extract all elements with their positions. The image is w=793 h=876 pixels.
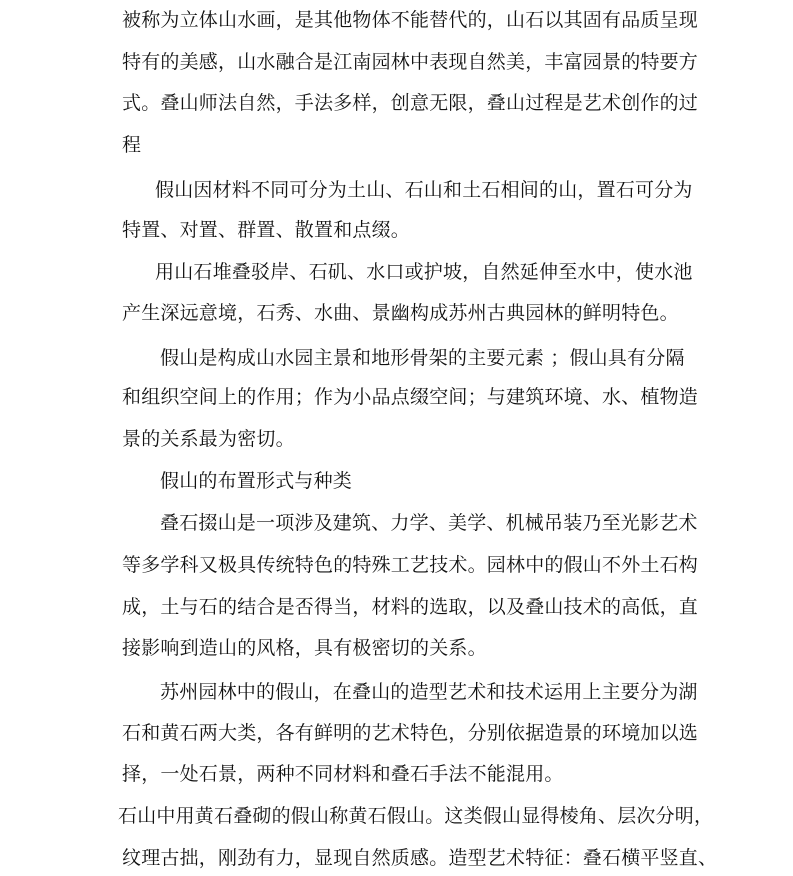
text-line: 苏州园林中的假山，在叠山的造型艺术和技术运用上主要分为湖 — [160, 681, 698, 703]
text-line: 择，一处石景，两种不同材料和叠石手法不能混用。 — [122, 763, 564, 785]
text-line: 用山石堆叠驳岸、石矶、水口或护坡，自然延伸至水中，使水池 — [155, 261, 693, 283]
text-line: 和组织空间上的作用；作为小品点缀空间；与建筑环境、水、植物造 — [122, 386, 699, 408]
text-line: 式。叠山师法自然，手法多样，创意无限，叠山过程是艺术创作的过 — [122, 92, 699, 114]
section-heading: 假山的布置形式与种类 — [160, 470, 353, 492]
text-line: 纹理古拙，刚劲有力，显现自然质感。造型艺术特征：叠石横平竖直、 — [122, 847, 718, 869]
text-line: 被称为立体山水画，是其他物体不能替代的，山石以其固有品质呈现 — [122, 9, 699, 31]
text-line: 接影响到造山的风格，具有极密切的关系。 — [122, 637, 487, 659]
text-line: 石和黄石两大类，各有鲜明的艺术特色，分别依据造景的环境加以选 — [122, 722, 699, 744]
text-line: 成，土与石的结合是否得当，材料的选取，以及叠山技术的高低，直 — [122, 596, 699, 618]
text-line: 特置、对置、群置、散置和点缀。 — [122, 219, 411, 241]
text-line: 等多学科又极具传统特色的特殊工艺技术。园林中的假山不外土石构 — [122, 554, 699, 576]
text-line: 特有的美感，山水融合是江南园林中表现自然美，丰富园景的特要方 — [122, 51, 699, 73]
text-line: 假山因材料不同可分为土山、石山和土石相间的山，置石可分为 — [155, 179, 693, 201]
text-line: 石山中用黄石叠砌的假山称黄石假山。这类假山显得棱角、层次分明， — [118, 805, 714, 827]
text-line: 程 — [122, 134, 142, 156]
text-line: 假山是构成山水园主景和地形骨架的主要元素 ；假山具有分隔 — [160, 347, 685, 369]
text-line: 产生深远意境，石秀、水曲、景幽构成苏州古典园林的鲜明特色。 — [122, 302, 679, 324]
text-line: 景的关系最为密切。 — [122, 428, 295, 450]
text-line: 叠石掇山是一项涉及建筑、力学、美学、机械吊装乃至光影艺术 — [160, 512, 698, 534]
